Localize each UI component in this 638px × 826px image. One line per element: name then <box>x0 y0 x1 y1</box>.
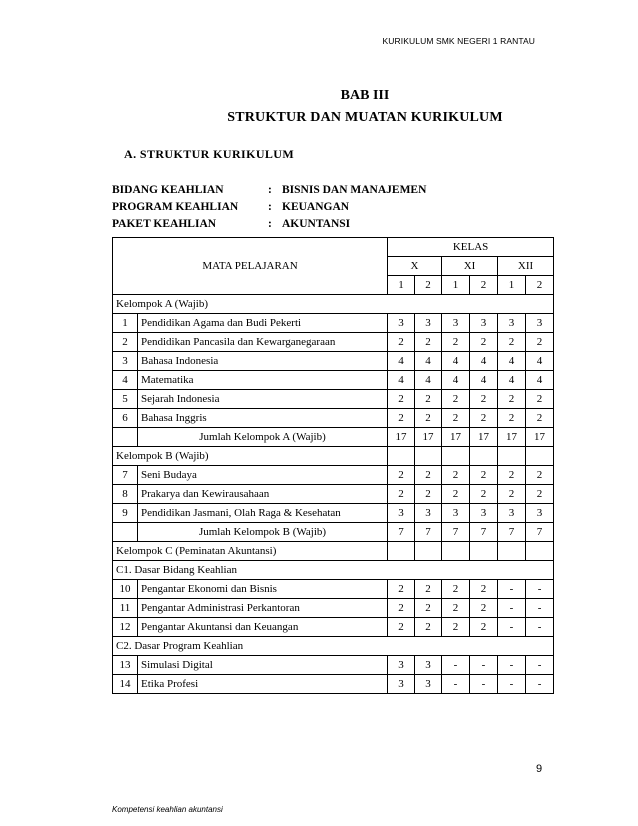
hours-cell: 3 <box>388 314 415 333</box>
info-separator: : <box>268 184 272 196</box>
hours-cell: 2 <box>470 618 498 637</box>
empty-cell <box>526 542 554 561</box>
empty-cell <box>470 542 498 561</box>
hours-cell: 3 <box>498 504 526 523</box>
hours-cell: 2 <box>442 409 470 428</box>
hours-cell: 2 <box>526 390 554 409</box>
hours-cell: - <box>526 580 554 599</box>
table-row <box>113 314 554 333</box>
hours-cell: 4 <box>442 352 470 371</box>
group-label: Kelompok B (Wajib) <box>113 447 388 466</box>
hours-cell: 4 <box>415 352 442 371</box>
subtotal-cell: 17 <box>470 428 498 447</box>
hours-cell: 4 <box>526 352 554 371</box>
chapter-heading <box>0 88 638 126</box>
hours-cell: - <box>498 599 526 618</box>
row-number: 1 <box>113 314 138 333</box>
empty-cell <box>113 428 138 447</box>
hours-cell: 2 <box>498 409 526 428</box>
hours-cell: 3 <box>388 675 415 694</box>
section-heading: A. STRUKTUR KURIKULUM <box>124 147 295 161</box>
hours-cell: 3 <box>498 314 526 333</box>
subject-name: Bahasa Inggris <box>138 409 388 428</box>
row-number: 12 <box>113 618 138 637</box>
hours-cell: - <box>526 675 554 694</box>
group-label: C2. Dasar Program Keahlian <box>113 637 554 656</box>
row-number: 7 <box>113 466 138 485</box>
hours-cell: 2 <box>498 485 526 504</box>
subtotal-cell: 7 <box>415 523 442 542</box>
group-label: Kelompok A (Wajib) <box>113 295 554 314</box>
hours-cell: - <box>470 656 498 675</box>
hours-cell: - <box>470 675 498 694</box>
table-row <box>113 371 554 390</box>
hours-cell: 2 <box>388 466 415 485</box>
info-separator: : <box>268 218 272 230</box>
hours-cell: 3 <box>415 314 442 333</box>
chapter-title: STRUKTUR DAN MUATAN KURIKULUM <box>227 110 503 125</box>
empty-cell <box>526 447 554 466</box>
subtotal-cell: 7 <box>470 523 498 542</box>
info-value: KEUANGAN <box>282 201 350 213</box>
subtotal-cell: 17 <box>415 428 442 447</box>
info-row-bidang <box>112 182 426 199</box>
group-row-c2 <box>113 637 554 656</box>
hours-cell: 2 <box>470 485 498 504</box>
hours-cell: 2 <box>470 580 498 599</box>
table-row <box>113 656 554 675</box>
table-row <box>113 466 554 485</box>
table-row <box>113 352 554 371</box>
semester-header: 2 <box>415 276 442 295</box>
hours-cell: 2 <box>526 466 554 485</box>
footer-text: Kompetensi keahlian akuntansi <box>112 805 223 814</box>
hours-cell: 3 <box>388 656 415 675</box>
row-number: 3 <box>113 352 138 371</box>
hours-cell: 4 <box>526 371 554 390</box>
hours-cell: 4 <box>498 352 526 371</box>
subtotal-cell: 17 <box>388 428 415 447</box>
hours-cell: - <box>498 675 526 694</box>
empty-cell <box>442 542 470 561</box>
subtotal-row <box>113 523 554 542</box>
table-header <box>113 238 554 295</box>
hours-cell: 2 <box>415 466 442 485</box>
subject-name: Pendidikan Jasmani, Olah Raga & Kesehatan <box>138 504 388 523</box>
group-row-c <box>113 542 554 561</box>
hours-cell: 2 <box>415 390 442 409</box>
hours-cell: 2 <box>415 599 442 618</box>
table-row <box>113 409 554 428</box>
row-number: 9 <box>113 504 138 523</box>
info-label: PROGRAM KEAHLIAN <box>112 201 239 213</box>
hours-cell: 2 <box>388 580 415 599</box>
subject-name: Prakarya dan Kewirausahaan <box>138 485 388 504</box>
subject-name: Bahasa Indonesia <box>138 352 388 371</box>
subject-name: Simulasi Digital <box>138 656 388 675</box>
row-number: 6 <box>113 409 138 428</box>
kelas-header: KELAS <box>388 238 554 257</box>
subject-name: Etika Profesi <box>138 675 388 694</box>
hours-cell: 2 <box>442 618 470 637</box>
row-number: 2 <box>113 333 138 352</box>
info-value: AKUNTANSI <box>282 218 351 230</box>
empty-cell <box>442 447 470 466</box>
empty-cell <box>470 447 498 466</box>
curriculum-table <box>112 237 554 694</box>
hours-cell: 4 <box>388 371 415 390</box>
hours-cell: 2 <box>498 466 526 485</box>
hours-cell: 3 <box>526 504 554 523</box>
hours-cell: 2 <box>388 409 415 428</box>
row-number: 10 <box>113 580 138 599</box>
mapel-header: MATA PELAJARAN <box>113 238 388 295</box>
row-number: 4 <box>113 371 138 390</box>
hours-cell: 3 <box>415 656 442 675</box>
hours-cell: 2 <box>388 618 415 637</box>
hours-cell: 4 <box>470 352 498 371</box>
hours-cell: 2 <box>388 390 415 409</box>
empty-cell <box>498 542 526 561</box>
subtotal-cell: 7 <box>526 523 554 542</box>
subtotal-row <box>113 428 554 447</box>
group-row-c1 <box>113 561 554 580</box>
hours-cell: 2 <box>388 485 415 504</box>
hours-cell: 2 <box>442 466 470 485</box>
hours-cell: 2 <box>526 485 554 504</box>
row-number: 14 <box>113 675 138 694</box>
subject-name: Pengantar Ekonomi dan Bisnis <box>138 580 388 599</box>
hours-cell: - <box>442 675 470 694</box>
subtotal-cell: 17 <box>526 428 554 447</box>
semester-header: 2 <box>470 276 498 295</box>
hours-cell: 3 <box>526 314 554 333</box>
table-row <box>113 390 554 409</box>
table-row <box>113 333 554 352</box>
subtotal-cell: 17 <box>442 428 470 447</box>
grade-header: XI <box>442 257 498 276</box>
subtotal-label: Jumlah Kelompok B (Wajib) <box>138 523 388 542</box>
hours-cell: 3 <box>388 504 415 523</box>
info-value: BISNIS DAN MANAJEMEN <box>282 184 427 196</box>
hours-cell: 4 <box>442 371 470 390</box>
hours-cell: - <box>498 618 526 637</box>
subtotal-cell: 17 <box>498 428 526 447</box>
header-row-kelas <box>113 238 554 257</box>
running-header: KURIKULUM SMK NEGERI 1 RANTAU <box>382 36 535 46</box>
hours-cell: 4 <box>388 352 415 371</box>
program-info <box>112 182 426 233</box>
info-label: BIDANG KEAHLIAN <box>112 184 224 196</box>
hours-cell: 3 <box>442 504 470 523</box>
hours-cell: 3 <box>470 504 498 523</box>
hours-cell: 2 <box>415 618 442 637</box>
hours-cell: 2 <box>526 333 554 352</box>
row-number: 11 <box>113 599 138 618</box>
hours-cell: - <box>442 656 470 675</box>
semester-header: 1 <box>388 276 415 295</box>
subject-name: Pendidikan Agama dan Budi Pekerti <box>138 314 388 333</box>
group-row-b <box>113 447 554 466</box>
empty-cell <box>388 542 415 561</box>
group-row-a <box>113 295 554 314</box>
hours-cell: 3 <box>415 504 442 523</box>
row-number: 5 <box>113 390 138 409</box>
table-row <box>113 485 554 504</box>
group-label: Kelompok C (Peminatan Akuntansi) <box>113 542 388 561</box>
hours-cell: 2 <box>470 466 498 485</box>
page-number: 9 <box>536 763 543 775</box>
hours-cell: - <box>526 618 554 637</box>
empty-cell <box>388 447 415 466</box>
table-row <box>113 599 554 618</box>
empty-cell <box>113 523 138 542</box>
empty-cell <box>415 542 442 561</box>
hours-cell: 2 <box>442 599 470 618</box>
hours-cell: 2 <box>415 485 442 504</box>
hours-cell: - <box>498 580 526 599</box>
table-body <box>113 295 554 694</box>
subject-name: Seni Budaya <box>138 466 388 485</box>
hours-cell: - <box>526 599 554 618</box>
info-row-program <box>112 199 426 216</box>
grade-header: XII <box>498 257 554 276</box>
hours-cell: 4 <box>498 371 526 390</box>
subject-name: Pendidikan Pancasila dan Kewarganegaraan <box>138 333 388 352</box>
hours-cell: 2 <box>470 333 498 352</box>
empty-cell <box>498 447 526 466</box>
info-row-paket <box>112 216 426 233</box>
subtotal-cell: 7 <box>442 523 470 542</box>
hours-cell: 2 <box>442 485 470 504</box>
hours-cell: 2 <box>388 333 415 352</box>
hours-cell: 2 <box>415 580 442 599</box>
hours-cell: 2 <box>470 599 498 618</box>
chapter-number: BAB III <box>340 88 390 103</box>
hours-cell: 3 <box>415 675 442 694</box>
table-row <box>113 675 554 694</box>
subject-name: Pengantar Akuntansi dan Keuangan <box>138 618 388 637</box>
semester-header: 1 <box>498 276 526 295</box>
hours-cell: 2 <box>388 599 415 618</box>
row-number: 8 <box>113 485 138 504</box>
hours-cell: 4 <box>470 371 498 390</box>
semester-header: 1 <box>442 276 470 295</box>
info-label: PAKET KEAHLIAN <box>112 218 217 230</box>
hours-cell: 2 <box>470 409 498 428</box>
group-label: C1. Dasar Bidang Keahlian <box>113 561 554 580</box>
hours-cell: 3 <box>442 314 470 333</box>
semester-header: 2 <box>526 276 554 295</box>
subject-name: Sejarah Indonesia <box>138 390 388 409</box>
grade-header: X <box>388 257 442 276</box>
hours-cell: 3 <box>470 314 498 333</box>
hours-cell: 2 <box>415 333 442 352</box>
table-row <box>113 580 554 599</box>
hours-cell: 2 <box>442 390 470 409</box>
subtotal-label: Jumlah Kelompok A (Wajib) <box>138 428 388 447</box>
hours-cell: - <box>498 656 526 675</box>
hours-cell: 2 <box>415 409 442 428</box>
hours-cell: 2 <box>498 390 526 409</box>
hours-cell: 2 <box>442 333 470 352</box>
info-separator: : <box>268 201 272 213</box>
hours-cell: 4 <box>415 371 442 390</box>
subtotal-cell: 7 <box>498 523 526 542</box>
hours-cell: - <box>526 656 554 675</box>
hours-cell: 2 <box>526 409 554 428</box>
subject-name: Matematika <box>138 371 388 390</box>
subtotal-cell: 7 <box>388 523 415 542</box>
empty-cell <box>415 447 442 466</box>
hours-cell: 2 <box>442 580 470 599</box>
table-row <box>113 618 554 637</box>
row-number: 13 <box>113 656 138 675</box>
subject-name: Pengantar Administrasi Perkantoran <box>138 599 388 618</box>
table-row <box>113 504 554 523</box>
hours-cell: 2 <box>498 333 526 352</box>
hours-cell: 2 <box>470 390 498 409</box>
